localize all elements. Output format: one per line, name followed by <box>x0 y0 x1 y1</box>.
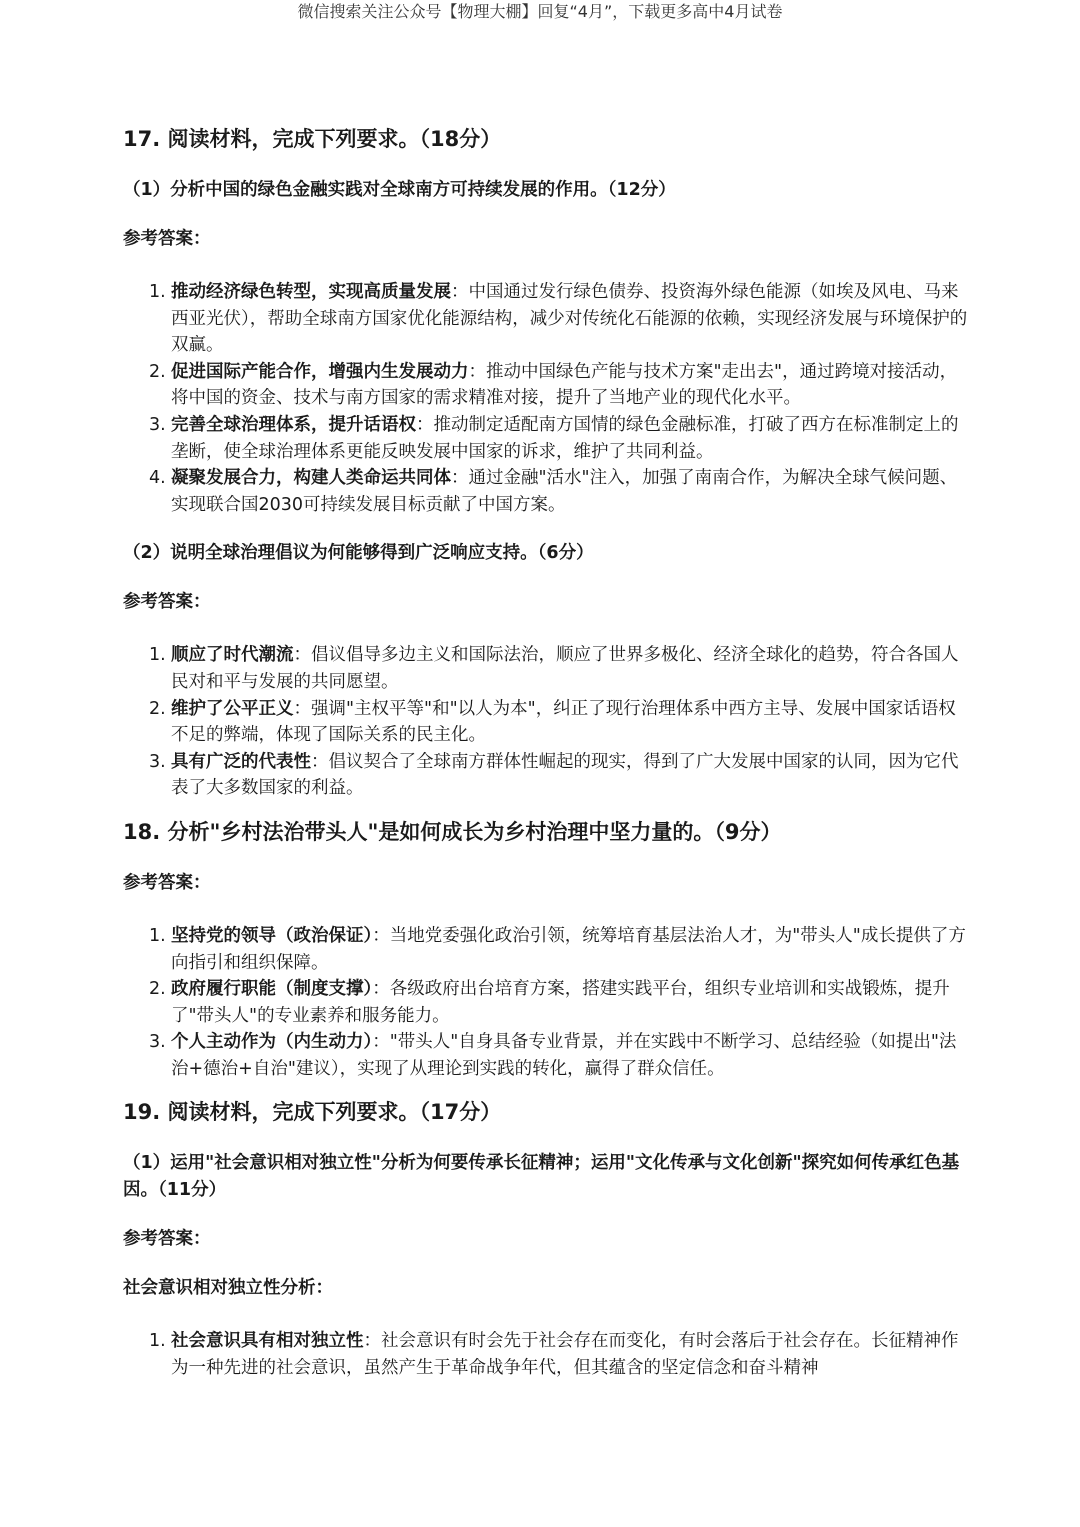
item-text: ：推动制定适配南方国情的绿色金融标准，打破了西方在标准制定上的垄断，使全球治理体系更能反映发展中国家的诉求，维护了共同利益。 <box>171 414 959 462</box>
answer-label: 参考答案： <box>123 592 211 613</box>
list-item: 3. 具有广泛的代表性：倡议契合了全球南方群体性崛起的现实，得到了广大发展中国家的认同，因为它代表了大多数国家的利益。 <box>149 751 959 799</box>
question-19 <box>123 1096 973 1381</box>
item-text: ：强调"主权平等"和"以人为本"，纠正了现行治理体系中西方主导、发展中国家话语权不足的弊端，体现了国际关系的民主化。 <box>171 698 956 746</box>
list-item: 1. 顺应了时代潮流：倡议倡导多边主义和国际法治，顺应了世界多极化、经济全球化的趋势，符合各国人民对和平与发展的共同愿望。 <box>149 645 959 692</box>
item-keyword: 社会意识具有相对独立性 <box>171 1331 364 1352</box>
item-text: ：倡议倡导多边主义和国际法治，顺应了世界多极化、经济全球化的趋势，符合各国人民对和平与发展的共同愿望。 <box>171 645 959 692</box>
list-item: 2. 维护了公平正义：强调"主权平等"和"以人为本"，纠正了现行治理体系中西方主导、发展中国家话语权不足的弊端，体现了国际关系的民主化。 <box>149 698 956 746</box>
analysis-heading: 社会意识相对独立性分析： <box>123 1278 333 1299</box>
answer-label: 参考答案： <box>123 1229 211 1250</box>
list-item: 2. 促进国际产能合作，增强内生发展动力：推动中国绿色产能与技术方案"走出去"，通过跨境对接活动，将中国的资金、技术与南方国家的需求精准对接，提升了当地产业的现代化水平。 <box>149 361 958 409</box>
item-text: ：当地党委强化政治引领，统筹培育基层法治人才，为"带头人"成长提供了方向指引和组织保障。 <box>171 925 966 973</box>
list-item: 1. 坚持党的领导（政治保证）：当地党委强化政治引领，统筹培育基层法治人才，为"带头人"成长提供了方向指引和组织保障。 <box>149 925 966 973</box>
subquestion-title: （1）运用"社会意识相对独立性"分析为何要传承长征精神；运用"文化传承与文化创新"探究如何传承红色基因。（11分） <box>123 1153 960 1201</box>
subquestion-title: （2）说明全球治理倡议为何能够得到广泛响应支持。（6分） <box>123 543 594 564</box>
list-item: 1. 社会意识具有相对独立性：社会意识有时会先于社会存在而变化，有时会落后于社会存在。长征精神作为一种先进的社会意识，虽然产生于革命战争年代，但其蕴含的坚定信念和奋斗精神 <box>149 1331 959 1379</box>
question-title: 17. 阅读材料，完成下列要求。（18分） <box>123 127 502 151</box>
subquestion-title: （1）分析中国的绿色金融实践对全球南方可持续发展的作用。（12分） <box>123 180 676 200</box>
item-text: ：倡议契合了全球南方群体性崛起的现实，得到了广大发展中国家的认同，因为它代表了大多数国家的利益。 <box>171 751 959 799</box>
question-title: 18. 分析"乡村法治带头人"是如何成长为乡村治理中坚力量的。（9分） <box>123 819 782 844</box>
item-text: ：各级政府出台培育方案，搭建实践平台，组织专业培训和实战锻炼，提升了"带头人"的专业素养和服务能力。 <box>171 979 950 1026</box>
answer-label: 参考答案： <box>123 872 211 893</box>
question-17 <box>123 123 973 802</box>
list-item: 2. 政府履行职能（制度支撑）：各级政府出台培育方案，搭建实践平台，组织专业培训和实战锻炼，提升了"带头人"的专业素养和服务能力。 <box>149 979 950 1026</box>
answer-label: 参考答案： <box>123 229 211 249</box>
list-item: 3. 完善全球治理体系，提升话语权：推动制定适配南方国情的绿色金融标准，打破了西方在标准制定上的垄断，使全球治理体系更能反映发展中国家的诉求，维护了共同利益。 <box>149 414 959 462</box>
item-keyword: 坚持党的领导（政治保证） <box>171 925 373 946</box>
answer-list <box>123 279 973 518</box>
list-item: 4. 凝聚发展合力，构建人类命运共同体：通过金融"活水"注入，加强了南南合作，为解决全球气候问题、实现联合国2030可持续发展目标贡献了中国方案。 <box>149 468 958 515</box>
answer-list <box>123 923 973 1083</box>
item-text: ：推动中国绿色产能与技术方案"走出去"，通过跨境对接活动，将中国的资金、技术与南方国家的需求精准对接，提升了当地产业的现代化水平。 <box>171 361 958 409</box>
answer-list <box>123 1328 973 1381</box>
list-item: 3. 个人主动作为（内生动力）："带头人"自身具备专业背景，并在实践中不断学习、总结经验（如提出"法治+德治+自治"建议），实现了从理论到实践的转化，赢得了群众信任。 <box>149 1032 957 1079</box>
item-keyword: 促进国际产能合作，增强内生发展动力 <box>171 361 469 382</box>
item-text: ：中国通过发行绿色债券、投资海外绿色能源（如埃及风电、马来西亚光伏），帮助全球南方国家优化能源结构，减少对传统化石能源的依赖，实现经济发展与环境保护的双赢。 <box>171 282 968 356</box>
item-keyword: 推动经济绿色转型，实现高质量发展 <box>171 282 451 302</box>
item-keyword: 政府履行职能（制度支撑） <box>171 979 373 1000</box>
item-text: ：社会意识有时会先于社会存在而变化，有时会落后于社会存在。长征精神作为一种先进的社会意识，虽然产生于革命战争年代，但其蕴含的坚定信念和奋斗精神 <box>171 1331 959 1379</box>
answer-list <box>123 642 973 802</box>
item-keyword: 凝聚发展合力，构建人类命运共同体 <box>171 468 451 489</box>
item-keyword: 完善全球治理体系，提升话语权 <box>171 414 416 435</box>
question-title: 19. 阅读材料，完成下列要求。（17分） <box>123 1100 502 1125</box>
document-page <box>123 123 973 1382</box>
item-keyword: 顺应了时代潮流 <box>171 645 294 666</box>
question-18 <box>123 816 973 1083</box>
item-keyword: 具有广泛的代表性 <box>171 751 311 772</box>
item-keyword: 维护了公平正义 <box>171 698 294 719</box>
top-banner: 微信搜索关注公众号【物理大棚】回复“4月”，下载更多高中4月试卷 <box>297 2 783 21</box>
item-text: ：通过金融"活水"注入，加强了南南合作，为解决全球气候问题、实现联合国2030可持续发展目标贡献了中国方案。 <box>171 468 958 515</box>
item-text: ："带头人"自身具备专业背景，并在实践中不断学习、总结经验（如提出"法治+德治+自治"建议），实现了从理论到实践的转化，赢得了群众信任。 <box>171 1032 957 1079</box>
list-item: 1. 推动经济绿色转型，实现高质量发展：中国通过发行绿色债券、投资海外绿色能源（如埃及风电、马来西亚光伏），帮助全球南方国家优化能源结构，减少对传统化石能源的依赖，实现经济发展与环境保护的双赢。 <box>149 282 968 356</box>
item-keyword: 个人主动作为（内生动力） <box>171 1032 373 1053</box>
